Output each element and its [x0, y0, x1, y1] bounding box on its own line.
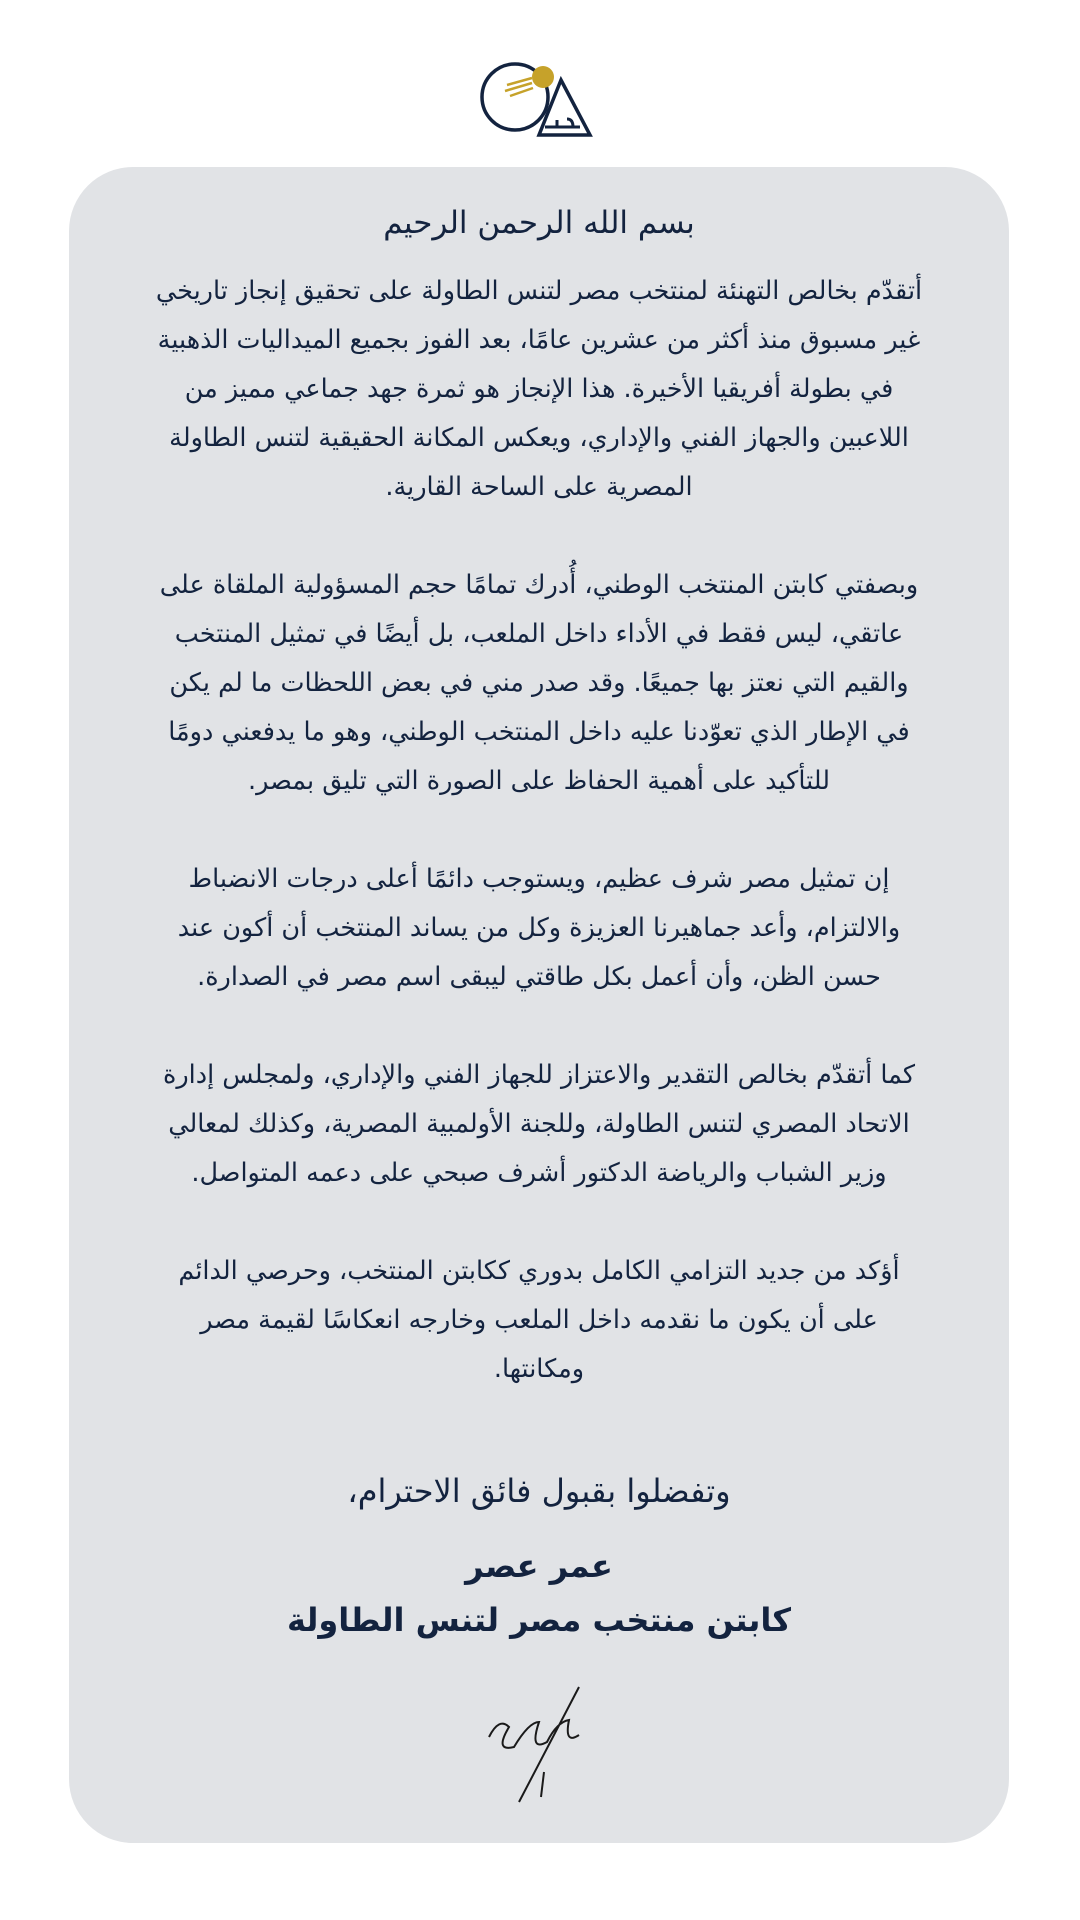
paragraph-line: أؤكد من جديد التزامي الكامل بدوري ككابتن المنتخب، وحرصي الدائم [178, 1256, 900, 1286]
paragraph [89, 855, 989, 1002]
letter-body [89, 267, 989, 1443]
logo [477, 55, 607, 140]
paragraph-line: والالتزام، وأعد جماهيرنا العزيزة وكل من يساند المنتخب أن أكون عند [177, 913, 901, 943]
paragraph-line: والقيم التي نعتز بها جميعًا. وقد صدر مني في بعض اللحظات ما لم يكن [169, 668, 909, 698]
paragraph [89, 561, 989, 806]
signature [469, 1677, 609, 1807]
opening-basmala: بسم الله الرحمن الرحيم [383, 205, 695, 241]
paragraph-line: اللاعبين والجهاز الفني والإداري، ويعكس المكانة الحقيقية لتنس الطاولة [169, 423, 909, 453]
paragraph-line: على أن يكون ما نقدمه داخل الملعب وخارجه انعكاسًا لقيمة مصر [200, 1305, 878, 1335]
paragraph-line: للتأكيد على أهمية الحفاظ على الصورة التي تليق بمصر. [247, 766, 831, 796]
signatory-title: كابتن منتخب مصر لتنس الطاولة [286, 1601, 792, 1639]
paragraph-line: حسن الظن، وأن أعمل بكل طاقتي ليبقى اسم مصر في الصدارة. [197, 962, 881, 992]
paragraph-line: الاتحاد المصري لتنس الطاولة، وللجنة الأولمبية المصرية، وكذلك لمعالي [168, 1109, 910, 1139]
paragraph [89, 1051, 989, 1198]
paragraph-line: وزير الشباب والرياضة الدكتور أشرف صبحي على دعمه المتواصل. [191, 1158, 887, 1188]
paragraph [89, 267, 989, 512]
paragraph-line: كما أتقدّم بخالص التقدير والاعتزاز للجهاز الفني والإداري، ولمجلس إدارة [162, 1060, 916, 1090]
logo-ball [532, 66, 554, 88]
paragraph-line: ومكانتها. [493, 1354, 585, 1384]
paragraph-line: وبصفتي كابتن المنتخب الوطني، أُدرك تمامًا حجم المسؤولية الملقاة على [159, 570, 919, 600]
closing-line: وتفضلوا بقبول فائق الاحترام، [347, 1472, 731, 1510]
paragraph-line: في بطولة أفريقيا الأخيرة. هذا الإنجاز هو ثمرة جهد جماعي مميز من [184, 374, 894, 404]
paragraph-line: المصرية على الساحة القارية. [385, 472, 693, 502]
logo-motion-lines [505, 78, 533, 96]
letter-card [69, 167, 1009, 1843]
paragraph-line: أتقدّم بخالص التهنئة لمنتخب مصر لتنس الطاولة على تحقيق إنجاز تاريخي [155, 276, 923, 306]
paragraph-line: غير مسبوق منذ أكثر من عشرين عامًا، بعد الفوز بجميع الميداليات الذهبية [157, 325, 921, 355]
paragraph [89, 1247, 989, 1394]
paragraph-line: إن تمثيل مصر شرف عظيم، ويستوجب دائمًا أعلى درجات الانضباط [188, 864, 890, 894]
paragraph-line: في الإطار الذي تعوّدنا عليه داخل المنتخب الوطني، وهو ما يدفعني دومًا [168, 717, 910, 747]
paragraph-line: عاتقي، ليس فقط في الأداء داخل الملعب، بل أيضًا في تمثيل المنتخب [174, 619, 904, 649]
signatory-name: عمر عصر [465, 1547, 613, 1585]
